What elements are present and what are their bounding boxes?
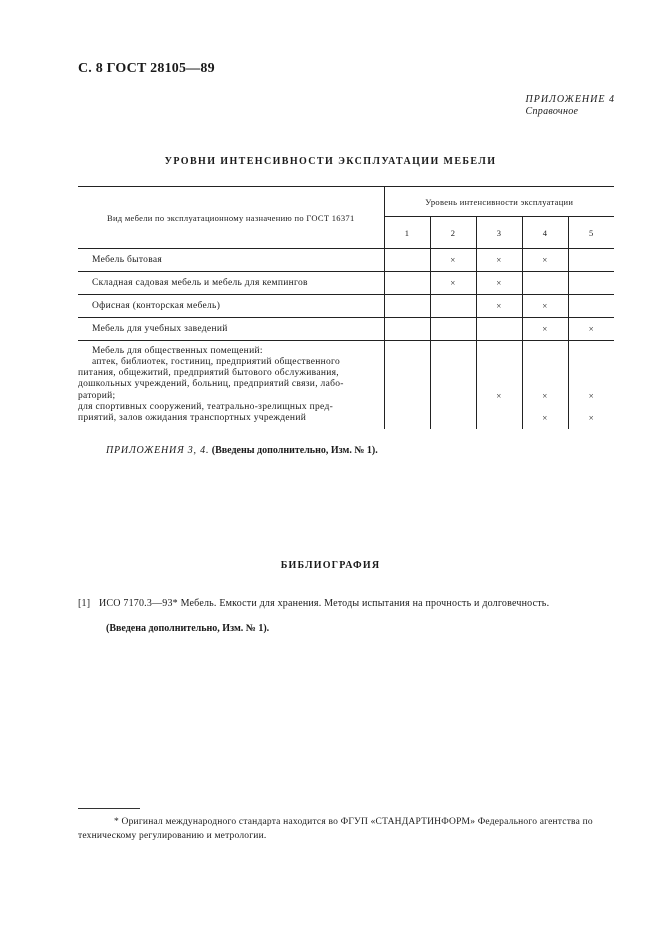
public-line: приятий, залов ожидания транспортных учреждений xyxy=(78,413,307,423)
intensity-mark-cell xyxy=(522,341,568,430)
public-line: Мебель для общественных помещений: xyxy=(92,345,263,356)
bibliography-title: БИБЛИОГРАФИЯ xyxy=(280,560,381,571)
footnote-divider xyxy=(78,808,140,809)
intensity-mark xyxy=(384,295,430,318)
intensity-mark xyxy=(384,249,430,272)
levels-header: Уровень интенсивности эксплуатации xyxy=(384,187,614,217)
intensity-mark xyxy=(568,249,614,272)
footnote: * Оригинал международного стандарта находится во ФГУП «СТАНДАРТИНФОРМ» Федерального агентства по техническому регулированию и метрологии. xyxy=(78,817,593,841)
furniture-type: Офисная (конторская мебель) xyxy=(78,295,384,318)
furniture-type: Мебель бытовая xyxy=(78,249,384,272)
bibliography-item xyxy=(78,598,555,609)
intensity-mark-cell xyxy=(430,341,476,430)
public-line: питания, общежитий, предприятий бытового обслуживания, xyxy=(78,368,339,379)
public-line: раторий; xyxy=(78,390,116,401)
appendix-note-ref: ПРИЛОЖЕНИЯ 3, 4. xyxy=(106,445,210,456)
mark-stack xyxy=(569,341,615,429)
table-row xyxy=(78,318,614,341)
intensity-mark: × xyxy=(430,249,476,272)
intensity-mark xyxy=(522,272,568,295)
intensity-mark xyxy=(568,272,614,295)
intensity-mark: × xyxy=(476,295,522,318)
intensity-mark: × xyxy=(568,318,614,341)
bibliography-text: ИСО 7170.3—93* Мебель. Емкости для хранения. Методы испытания на прочность и долговечность. xyxy=(98,598,550,609)
intensity-mark: × xyxy=(542,413,548,423)
level-header: 1 xyxy=(384,217,430,249)
intensity-mark xyxy=(384,318,430,341)
table-row xyxy=(78,249,614,272)
furniture-type-public xyxy=(78,341,384,430)
level-header: 4 xyxy=(522,217,568,249)
intensity-mark: × xyxy=(522,249,568,272)
mark-stack xyxy=(385,341,430,429)
intensity-mark: × xyxy=(542,391,548,401)
table-row xyxy=(78,272,614,295)
table-title: УРОВНИ ИНТЕНСИВНОСТИ ЭКСПЛУАТАЦИИ МЕБЕЛИ xyxy=(164,156,497,167)
mark-stack xyxy=(477,341,522,429)
appendix-note-text: (Введены дополнительно, Изм. № 1). xyxy=(211,445,378,456)
furniture-type: Мебель для учебных заведений xyxy=(78,318,384,341)
intensity-mark xyxy=(384,272,430,295)
intensity-mark: × xyxy=(588,413,594,423)
appendix-note xyxy=(106,445,378,456)
public-line: аптек, библиотек, гостиниц, предприятий общественного xyxy=(92,356,341,367)
table-row xyxy=(78,295,614,318)
intensity-mark: × xyxy=(522,295,568,318)
intensity-mark-cell xyxy=(476,341,522,430)
bibliography-number: [1] xyxy=(78,598,91,609)
level-header: 3 xyxy=(476,217,522,249)
furniture-type-header: Вид мебели по эксплуатационному назначению по ГОСТ 16371 xyxy=(78,187,384,249)
intensity-table xyxy=(78,186,614,429)
intensity-mark: × xyxy=(496,391,502,401)
intensity-mark xyxy=(430,318,476,341)
furniture-type: Складная садовая мебель и мебель для кемпингов xyxy=(78,272,384,295)
appendix-title: ПРИЛОЖЕНИЕ 4 xyxy=(525,94,615,105)
table-row-public xyxy=(78,341,614,430)
appendix-label xyxy=(526,94,616,117)
intensity-mark-cell xyxy=(568,341,614,430)
page-header: С. 8 ГОСТ 28105—89 xyxy=(78,61,215,76)
intensity-mark xyxy=(568,295,614,318)
intensity-mark xyxy=(430,295,476,318)
intensity-mark: × xyxy=(476,249,522,272)
intensity-mark-cell xyxy=(384,341,430,430)
level-header: 5 xyxy=(568,217,614,249)
mark-stack xyxy=(431,341,476,429)
intensity-mark: × xyxy=(430,272,476,295)
appendix-subtitle: Справочное xyxy=(525,106,579,117)
level-header: 2 xyxy=(430,217,476,249)
intensity-mark: × xyxy=(476,272,522,295)
bibliography-note: (Введена дополнительно, Изм. № 1). xyxy=(106,623,270,634)
mark-stack xyxy=(523,341,568,429)
intensity-mark: × xyxy=(588,391,594,401)
intensity-mark xyxy=(476,318,522,341)
public-line: для спортивных сооружений, театрально-зрелищных пред- xyxy=(78,401,334,412)
public-line: дошкольных учреждений, больниц, предприятий связи, лабо- xyxy=(78,379,344,390)
intensity-mark: × xyxy=(522,318,568,341)
